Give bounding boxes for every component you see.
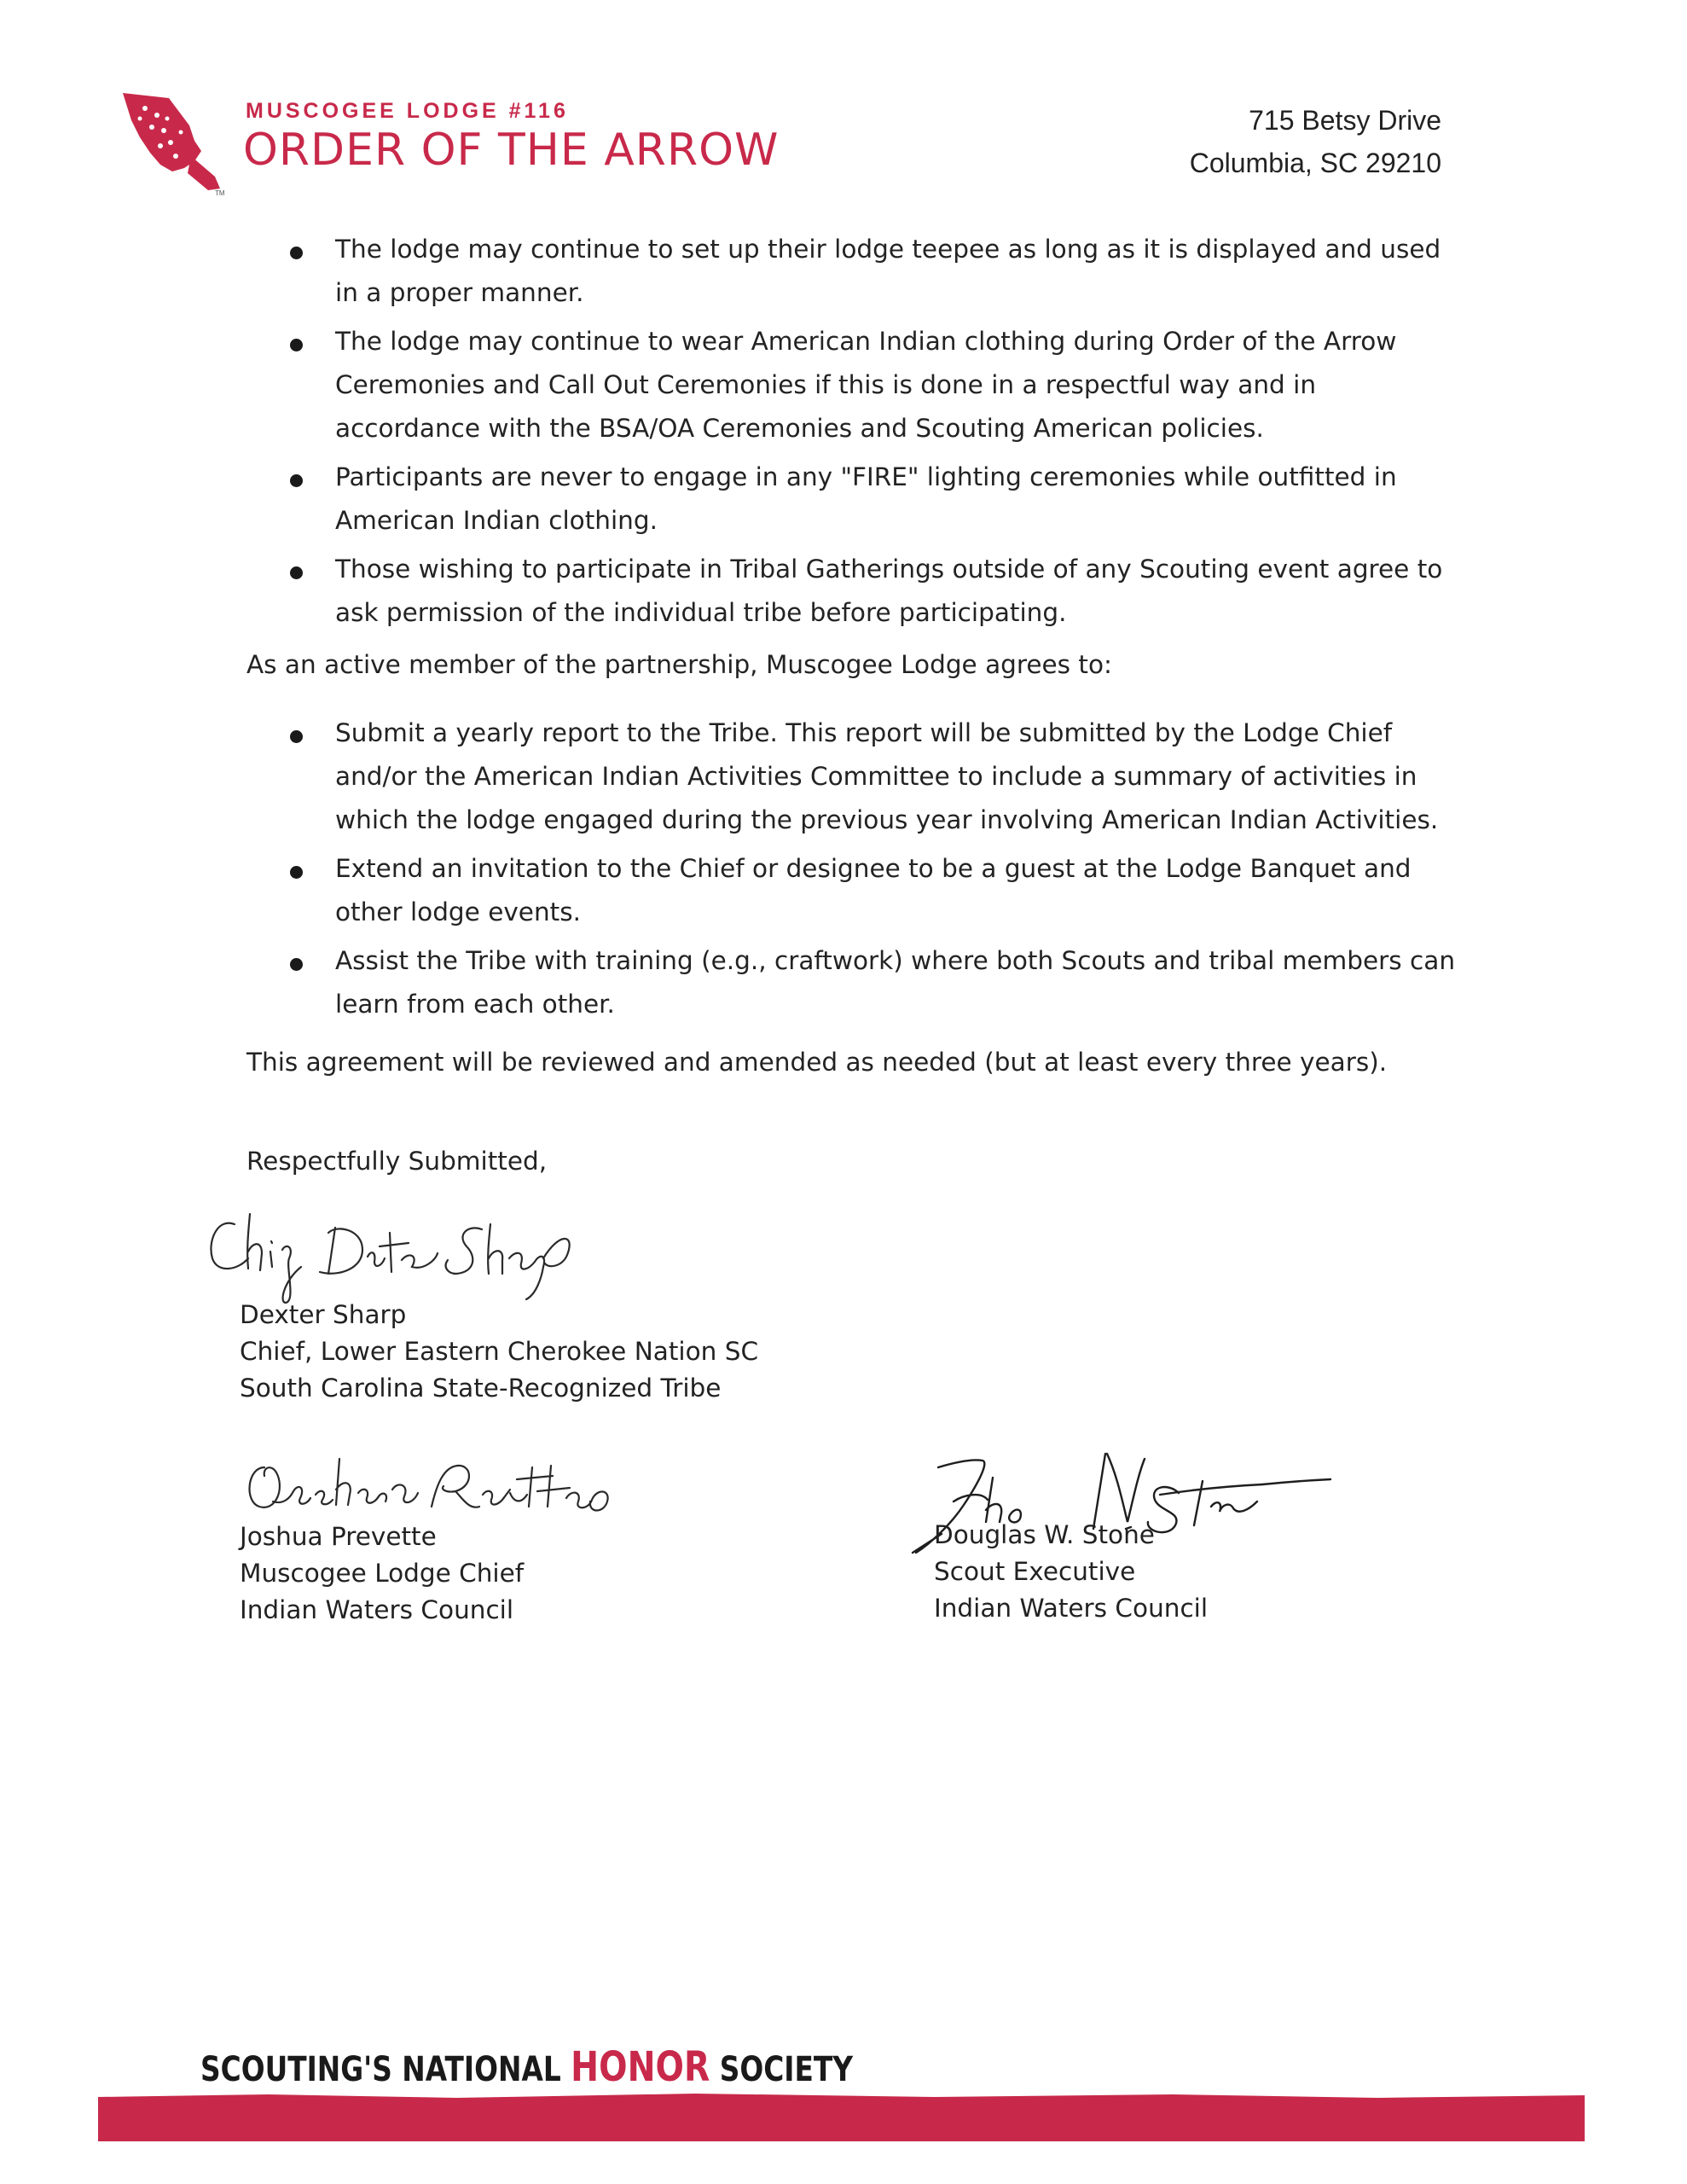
bullet-icon bbox=[290, 339, 303, 351]
list-item-text: Those wishing to participate in Tribal Gatherings outside of any Scouting event agree to ask permission of the individual tribe before participating. bbox=[335, 555, 1443, 627]
lodge-name: MUSCOGEE LODGE #116 bbox=[246, 99, 569, 123]
signatory-name: Douglas W. Stone bbox=[934, 1520, 1155, 1549]
closing-line: Respectfully Submitted, bbox=[246, 1147, 548, 1176]
signatory-block bbox=[240, 1297, 758, 1407]
agreement-list bbox=[287, 712, 1456, 1031]
list-item-text: Participants are never to engage in any "FIRE" lighting ceremonies while outfitted in American Indian clothing. bbox=[335, 462, 1397, 535]
svg-text:TM: TM bbox=[215, 189, 225, 196]
org-title: ORDER OF THE ARROW bbox=[243, 125, 780, 176]
signatory-org: Indian Waters Council bbox=[934, 1594, 1209, 1623]
address bbox=[1190, 99, 1441, 184]
bullet-icon bbox=[290, 958, 303, 971]
list-item-text: Submit a yearly report to the Tribe. This report will be submitted by the Lodge Chief and/or the American Indian Activities Committee to include a summary of activities in which the lodge engaged during the previous year involving American Indian Activities. bbox=[335, 718, 1439, 834]
review-paragraph: This agreement will be reviewed and amended as needed (but at least every three years). bbox=[246, 1048, 1388, 1077]
list-item-text: The lodge may continue to wear American Indian clothing during Order of the Arrow Ceremonies and Call Out Ceremonies if this is done in a respectful way and in accordance with the BSA/OA Ceremonies and Scouting American policies. bbox=[335, 327, 1397, 443]
list-item-text: The lodge may continue to set up their lodge teepee as long as it is displayed and used in a proper manner. bbox=[335, 235, 1441, 307]
signature-dexter-sharp bbox=[200, 1199, 644, 1305]
signatory-org: Indian Waters Council bbox=[240, 1595, 514, 1624]
signatory-block bbox=[240, 1519, 524, 1629]
signatory-name: Dexter Sharp bbox=[240, 1300, 407, 1329]
list-item bbox=[287, 712, 1456, 842]
bullet-icon bbox=[290, 730, 303, 743]
list-item-text: Extend an invitation to the Chief or designee to be a guest at the Lodge Banquet and other lodge events. bbox=[335, 854, 1412, 926]
list-item bbox=[287, 548, 1456, 635]
list-item bbox=[287, 320, 1456, 450]
signatory-title: Muscogee Lodge Chief bbox=[240, 1559, 525, 1588]
signature-joshua-prevette bbox=[239, 1442, 648, 1527]
terms-list bbox=[287, 228, 1456, 640]
arrowhead-logo-icon bbox=[119, 90, 230, 196]
footer-bar bbox=[98, 2092, 1585, 2141]
signatory-name: Joshua Prevette bbox=[240, 1522, 437, 1551]
footer-tagline-start: SCOUTING'S NATIONAL bbox=[200, 2050, 561, 2089]
bullet-icon bbox=[290, 866, 303, 879]
intro-paragraph: As an active member of the partnership, Muscogee Lodge agrees to: bbox=[246, 650, 1112, 679]
list-item bbox=[287, 939, 1456, 1026]
signatory-title: Chief, Lower Eastern Cherokee Nation SC bbox=[240, 1337, 759, 1366]
signatory-org: South Carolina State-Recognized Tribe bbox=[240, 1374, 722, 1403]
footer-tagline bbox=[200, 2043, 853, 2091]
footer-tagline-highlight: HONOR bbox=[571, 2043, 710, 2091]
footer-tagline-end: SOCIETY bbox=[719, 2050, 854, 2089]
address-city: Columbia, SC 29210 bbox=[1189, 148, 1441, 178]
list-item-text: Assist the Tribe with training (e.g., craftwork) where both Scouts and tribal members can learn from each other. bbox=[335, 946, 1456, 1019]
list-item bbox=[287, 847, 1456, 934]
signatory-title: Scout Executive bbox=[934, 1557, 1136, 1586]
list-item bbox=[287, 456, 1456, 543]
list-item bbox=[287, 228, 1456, 315]
bullet-icon bbox=[290, 566, 303, 579]
bullet-icon bbox=[290, 474, 303, 487]
address-street: 715 Betsy Drive bbox=[1249, 105, 1441, 136]
bullet-icon bbox=[290, 247, 303, 259]
signatory-block bbox=[934, 1517, 1208, 1627]
